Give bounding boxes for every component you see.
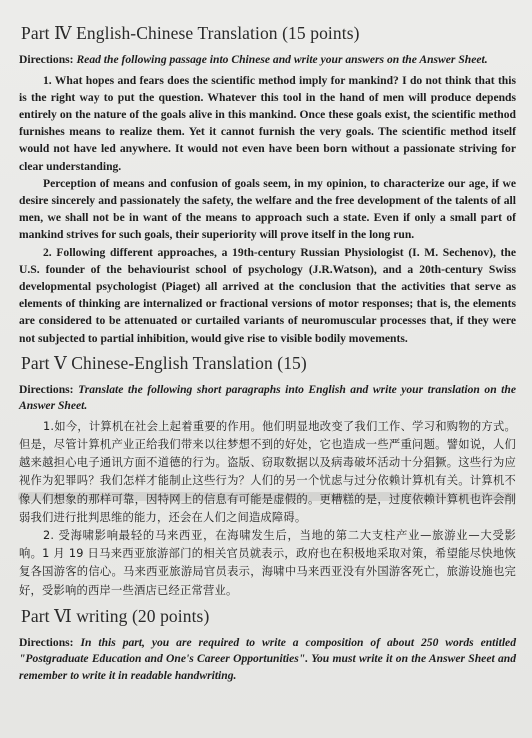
part4-paragraph-3: 2. Following different approaches, a 19th-century Russian Physiologist (I. M. Sechenov), the U.S. founder of the behaviourist school of psychology (J.R.Watson), and a 20th-century Swiss developmental psychologist (Piaget) all arrived at the conclusion that the activities that serve as elements of thinking are internalized or fractional versions of motor responses; that is, the elements are considered to be attenuated or curtailed variants of neuromuscular processes that, if they were not subjected to partial inhibition, would give rise to visible bodily movements.	[19, 245, 516, 345]
part6-directions-text: In this part, you are required to write a composition of about 250 words entitled "Postgraduate Education and One's Career Opportunities". You must write it on the Answer Sheet and remember to write it in readable handwriting.	[19, 635, 516, 682]
part4-paragraph-2: Perception of means and confusion of goals seem, in my opinion, to characterize our age, if we desire sincerely and passionately the safety, the welfare and the free development of the talents of all men, we shall not be in want of the means to approach such a state. Even if only a small part of mankind strives for such goals, their superiority will prove itself in the long run.	[19, 176, 516, 242]
part5-paragraph-1: 1.如今，计算机在社会上起着重要的作用。他们明显地改变了我们工作、学习和购物的方式。但是，尽管计算机产业正给我们带来以往梦想不到的好处，它也造成一些严重问题。譬如说，人们越来越担心电子通讯方面不道德的行为。盗版、窃取数据以及病毒破坏活动十分猖獗。这些行为应视作为犯罪吗？我们怎样才能制止这些行为？人们的另一个忧虑与过分依赖计算机有关。计算机不像人们想象的那样可靠，因特网上的信息有可能是虚假的。更糟糕的是，过度依赖计算机也许会削弱我们进行批判思维的能力，还会在人们之间造成障碍。	[19, 419, 516, 524]
part5-directions-label: Directions:	[19, 382, 74, 396]
part5-directions-text: Translate the following short paragraphs into English and write your translation on the Answer Sheet.	[19, 382, 516, 413]
part5-section	[19, 352, 516, 600]
part4-directions-label: Directions:	[19, 53, 74, 66]
part6-directions	[19, 635, 516, 685]
part4-heading: Part Ⅳ English-Chinese Translation (15 points)	[21, 23, 360, 43]
part6-directions-label: Directions:	[19, 635, 74, 649]
part6-heading: Part Ⅵ writing (20 points)	[21, 605, 210, 626]
part4-directions-text: Read the following passage into Chinese and write your answers on the Answer Sheet.	[76, 53, 488, 66]
part5-directions	[19, 382, 516, 415]
part5-paragraph-2: 2. 受海啸影响最轻的马来西亚，在海啸发生后，当地的第二大支柱产业—旅游业—大受影响。1 月 19 日马来西亚旅游部门的相关官员就表示，政府也在积极地采取对策，希望能尽快地恢复各国游客的信心。马来西亚旅游局官员表示，海啸中马来西亚没有外国游客死亡，旅游设施也完好，受影响的西岸一些酒店已经正常营业。	[19, 528, 516, 597]
part6-section	[19, 605, 516, 685]
part4-paragraph-1: 1. What hopes and fears does the scientific method imply for mankind? I do not think that this is the right way to put the question. Whatever this tool in the hand of men will produce depends entirely on the nature of the goals alive in this mankind. Once these goals exist, the scientific method furnishes means to realize them. Yet it cannot furnish the very goals. The scientific method itself would not have led anywhere. It would not even have been born without a passionate striving for clear understanding.	[19, 73, 516, 173]
part4-directions	[19, 52, 516, 69]
part5-heading: Part Ⅴ Chinese-English Translation (15)	[21, 352, 307, 373]
